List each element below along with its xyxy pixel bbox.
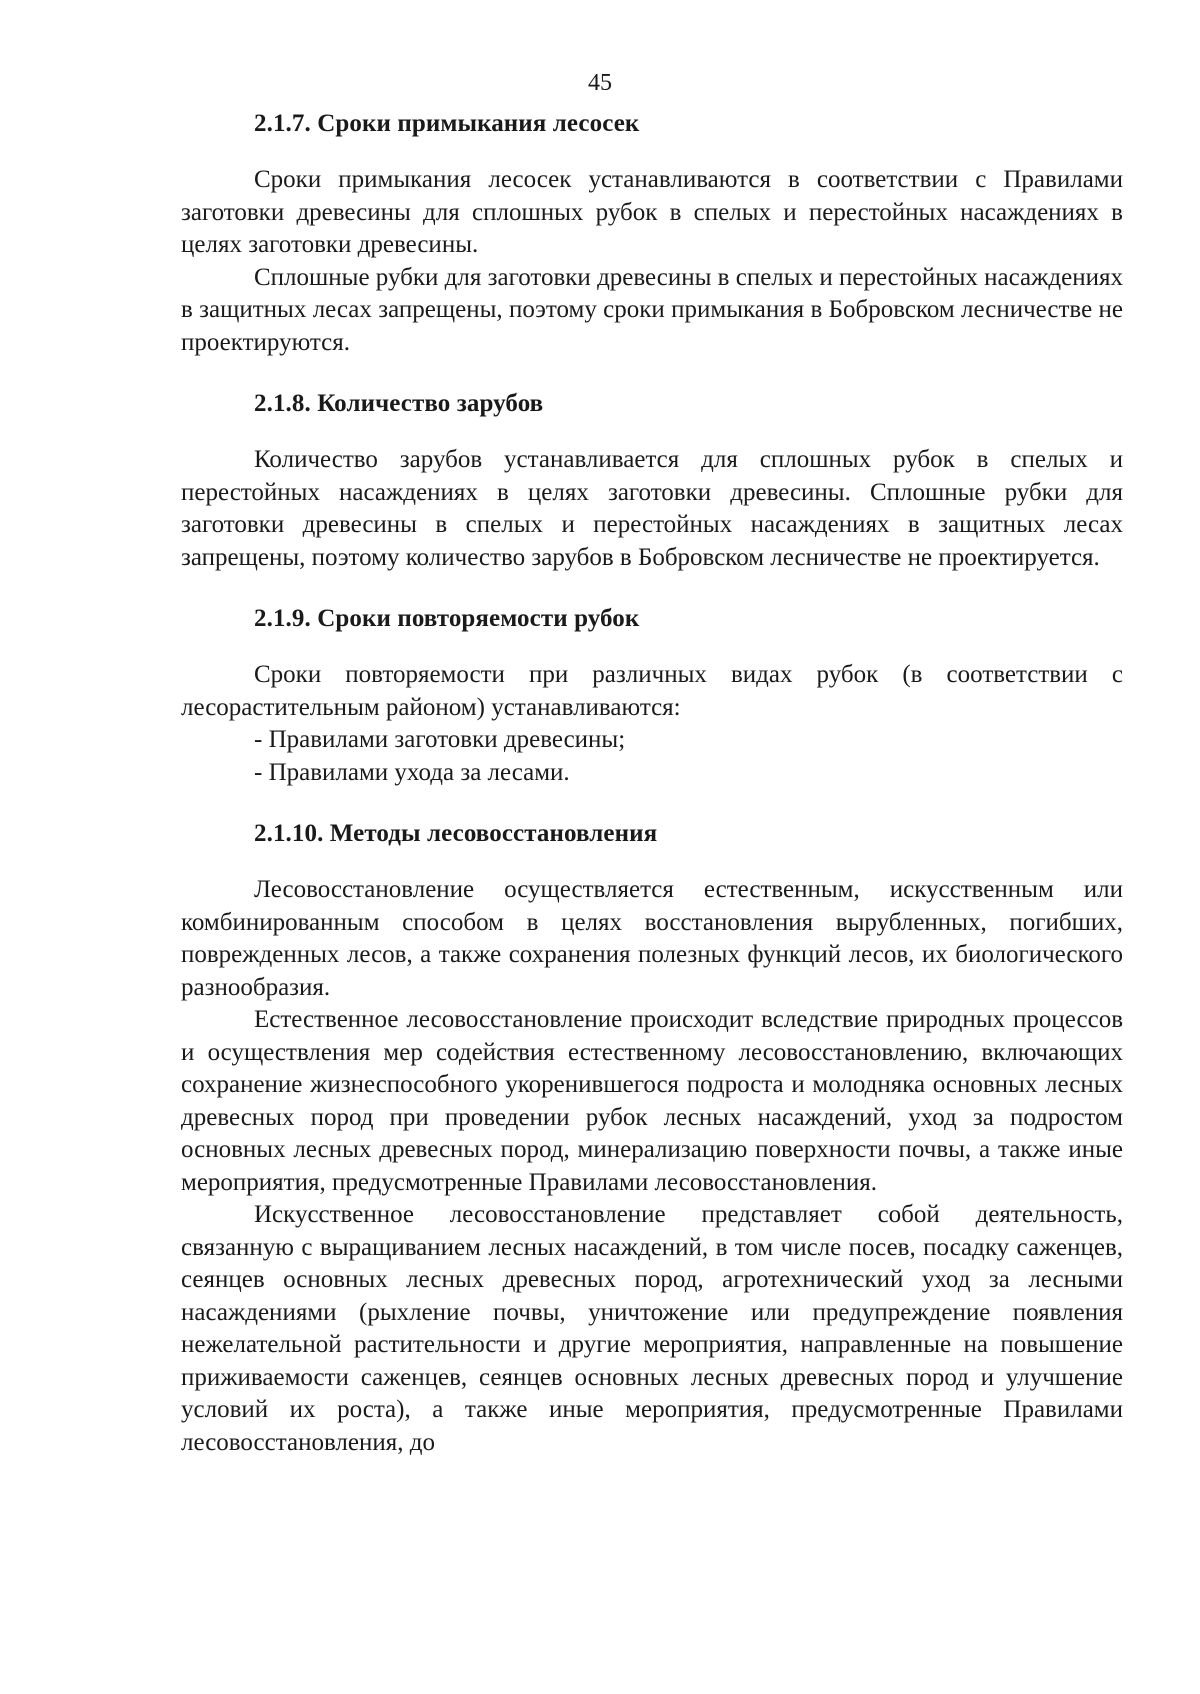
document-body [181, 108, 1123, 1459]
section-heading: 2.1.9. Сроки повторяемости рубок [254, 605, 640, 632]
section-2-1-7 [181, 108, 1123, 359]
section-heading: 2.1.8. Количество зарубов [254, 390, 544, 417]
paragraph: Лесовосстановление осуществляется естественным, искусственным или комбинированным способом в целях восстановления вырубленных, погибших, поврежденных лесов, а также сохранения полезных функций лесов, их биологического разнообразия. [181, 876, 1123, 1001]
list-item: - Правилами ухода за лесами. [254, 758, 570, 786]
paragraph: Естественное лесовосстановление происходит вследствие природных процессов и осуществления мер содействия естественному лесовосстановлению, включающих сохранение жизнеспособного укоренившегося подроста и молодняка основных лесных древесных пород при проведении рубок лесных насаждений, уход за подростом основных лесных древесных пород, минерализацию поверхности почвы, а также иные мероприятия, предусмотренные Правилами лесовосстановления. [181, 1006, 1123, 1196]
section-2-1-8 [181, 388, 1123, 574]
paragraph: Сроки примыкания лесосек устанавливаются в соответствии с Правилами заготовки древесины для сплошных рубок в спелых и перестойных насаждениях в целях заготовки древесины. [181, 166, 1123, 258]
paragraph: Сроки повторяемости при различных видах рубок (в соответствии с лесорастительным районом) устанавливаются: [181, 661, 1123, 721]
section-2-1-9 [181, 603, 1123, 789]
paragraph: Искусственное лесовосстановление представляет собой деятельность, связанную с выращиванием лесных насаждений, в том числе посев, посадку саженцев, сеянцев основных лесных древесных пород, агротехнический уход за лесными насаждениями (рыхление почвы, уничтожение или предупреждение появления нежелательной растительности и другие мероприятия, направленные на повышение приживаемости саженцев, сеянцев основных лесных древесных пород и улучшение условий их роста), а также иные мероприятия, предусмотренные Правилами лесовосстановления, до [181, 1201, 1123, 1456]
page-number: 45 [588, 70, 612, 96]
paragraph: Количество зарубов устанавливается для сплошных рубок в спелых и перестойных насаждениях в целях заготовки древесины. Сплошные рубки для заготовки древесины в спелых и перестойных насаждениях в защитных лесах запрещены, поэтому количество зарубов в Бобровском лесничестве не проектируется. [181, 446, 1123, 571]
section-heading: 2.1.10. Методы лесовосстановления [254, 820, 658, 847]
paragraph: Сплошные рубки для заготовки древесины в спелых и перестойных насаждениях в защитных лесах запрещены, поэтому сроки примыкания в Бобровском лесничестве не проектируются. [181, 263, 1123, 356]
section-2-1-10 [181, 818, 1123, 1459]
list-item: - Правилами заготовки древесины; [254, 726, 626, 753]
section-heading: 2.1.7. Сроки примыкания лесосек [254, 110, 640, 137]
